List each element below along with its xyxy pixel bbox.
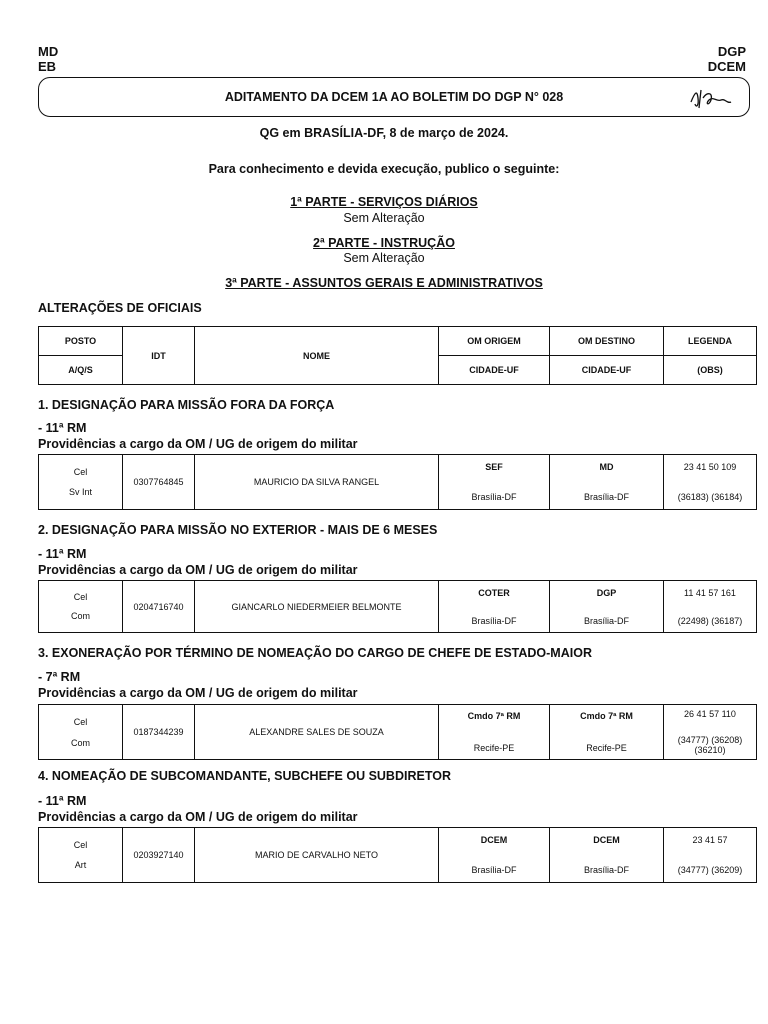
posto-value: Cel — [73, 716, 88, 727]
om-destino-value: MD — [599, 462, 614, 472]
obs-value: (34777) (36209) — [677, 865, 743, 875]
item-4-providencias: Providências a cargo da OM / UG de origem do militar — [38, 810, 358, 824]
part-3-title: 3ª PARTE - ASSUNTOS GERAIS E ADMINISTRATIVOS — [225, 276, 543, 290]
item-4-table — [38, 827, 757, 883]
col-om-destino: OM DESTINO — [550, 327, 664, 356]
col-nome: NOME — [195, 327, 439, 385]
nome-value: GIANCARLO NIEDERMEIER BELMONTE — [195, 581, 439, 633]
item-4-rm: - 11ª RM — [38, 794, 87, 808]
part-2-title: 2ª PARTE - INSTRUÇÃO — [313, 236, 455, 250]
col-posto: POSTO — [39, 327, 123, 356]
item-3-table — [38, 704, 757, 760]
aqs-value: Sv Int — [68, 487, 92, 497]
part-1-status: Sem Alteração — [343, 211, 425, 225]
table-row — [39, 581, 757, 633]
posto-value: Cel — [73, 592, 88, 602]
idt-value: 0204716740 — [123, 581, 195, 633]
item-3-heading: 3. EXONERAÇÃO POR TÉRMINO DE NOMEAÇÃO DO CARGO DE CHEFE DE ESTADO-MAIOR — [38, 646, 592, 660]
obs-value: (22498) (36187) — [677, 615, 743, 626]
idt-value: 0187344239 — [123, 705, 195, 760]
idt-value: 0203927140 — [123, 828, 195, 883]
col-legenda: LEGENDA — [664, 327, 757, 356]
idt-value: 0307764845 — [123, 455, 195, 510]
col-aqs: A/Q/S — [39, 356, 123, 385]
header-left — [38, 44, 58, 74]
part-1-title: 1ª PARTE - SERVIÇOS DIÁRIOS — [290, 195, 478, 209]
col-om-origem-sub: CIDADE-UF — [439, 356, 550, 385]
item-3-providencias: Providências a cargo da OM / UG de origem do militar — [38, 686, 358, 700]
cidade-destino-value: Brasília-DF — [583, 492, 629, 502]
table-row — [39, 455, 757, 510]
item-2-heading: 2. DESIGNAÇÃO PARA MISSÃO NO EXTERIOR - MAIS DE 6 MESES — [38, 523, 438, 537]
table-row — [39, 828, 757, 883]
item-4-heading: 4. NOMEAÇÃO DE SUBCOMANDANTE, SUBCHEFE OU SUBDIRETOR — [38, 769, 451, 783]
posto-value: Cel — [73, 840, 88, 850]
header-md: MD — [38, 44, 59, 59]
col-om-destino-sub: CIDADE-UF — [550, 356, 664, 385]
om-origem-value: DCEM — [480, 835, 508, 845]
header-eb: EB — [38, 59, 57, 74]
aqs-value: Com — [70, 611, 90, 621]
cidade-destino-value: Brasília-DF — [583, 615, 629, 626]
item-1-providencias: Providências a cargo da OM / UG de origem do militar — [38, 437, 358, 451]
col-idt: IDT — [123, 327, 195, 385]
item-1-rm: - 11ª RM — [38, 421, 87, 435]
nome-value: MARIO DE CARVALHO NETO — [195, 828, 439, 883]
part-2-status: Sem Alteração — [343, 251, 425, 265]
table-row — [39, 705, 757, 760]
legenda-value: 11 41 57 161 — [684, 587, 736, 598]
aqs-value: Com — [70, 737, 90, 748]
dateline: QG em BRASÍLIA-DF, 8 de março de 2024. — [259, 126, 509, 140]
document-title: ADITAMENTO DA DCEM 1A AO BOLETIM DO DGP N° 028 — [224, 90, 564, 104]
header-dcem: DCEM — [707, 59, 746, 74]
handwritten-signature-icon — [687, 84, 735, 112]
section-title: ALTERAÇÕES DE OFICIAIS — [38, 301, 202, 315]
item-2-providencias: Providências a cargo da OM / UG de origem do militar — [38, 563, 358, 577]
aqs-value: Art — [74, 860, 87, 870]
nome-value: MAURICIO DA SILVA RANGEL — [195, 455, 439, 510]
legenda-value: 23 41 57 — [692, 835, 728, 845]
nome-value: ALEXANDRE SALES DE SOUZA — [195, 705, 439, 760]
cidade-origem-value: Brasília-DF — [471, 615, 517, 626]
item-1-heading: 1. DESIGNAÇÃO PARA MISSÃO FORA DA FORÇA — [38, 398, 335, 412]
cidade-destino-value: Recife-PE — [586, 743, 627, 753]
om-destino-value: DGP — [596, 587, 617, 598]
header-table — [38, 326, 757, 385]
item-2-table — [38, 580, 757, 633]
cidade-origem-value: Brasília-DF — [471, 865, 517, 875]
obs-value: (36183) (36184) — [677, 492, 743, 502]
obs-value: (34777) (36208) — [677, 735, 743, 745]
om-origem-value: COTER — [478, 587, 510, 598]
intro-text: Para conhecimento e devida execução, publico o seguinte: — [208, 162, 560, 176]
cidade-origem-value: Recife-PE — [473, 743, 515, 753]
posto-value: Cel — [73, 467, 88, 477]
col-legenda-sub: (OBS) — [664, 356, 757, 385]
col-om-origem: OM ORIGEM — [439, 327, 550, 356]
om-origem-value: Cmdo 7ª RM — [467, 711, 521, 721]
cidade-origem-value: Brasília-DF — [471, 492, 517, 502]
item-3-rm: - 7ª RM — [38, 670, 81, 684]
cidade-destino-value: Brasília-DF — [583, 865, 629, 875]
header-dgp: DGP — [717, 44, 746, 59]
title-box — [38, 77, 750, 117]
legenda-value: 26 41 57 110 — [684, 709, 736, 719]
om-destino-value: Cmdo 7ª RM — [580, 711, 633, 721]
om-origem-value: SEF — [485, 462, 503, 472]
item-1-table — [38, 454, 757, 510]
header-right — [708, 44, 746, 74]
obs-value-2: (36210) — [694, 745, 726, 755]
legenda-value: 23 41 50 109 — [683, 462, 737, 472]
item-2-rm: - 11ª RM — [38, 547, 87, 561]
om-destino-value: DCEM — [593, 835, 620, 845]
